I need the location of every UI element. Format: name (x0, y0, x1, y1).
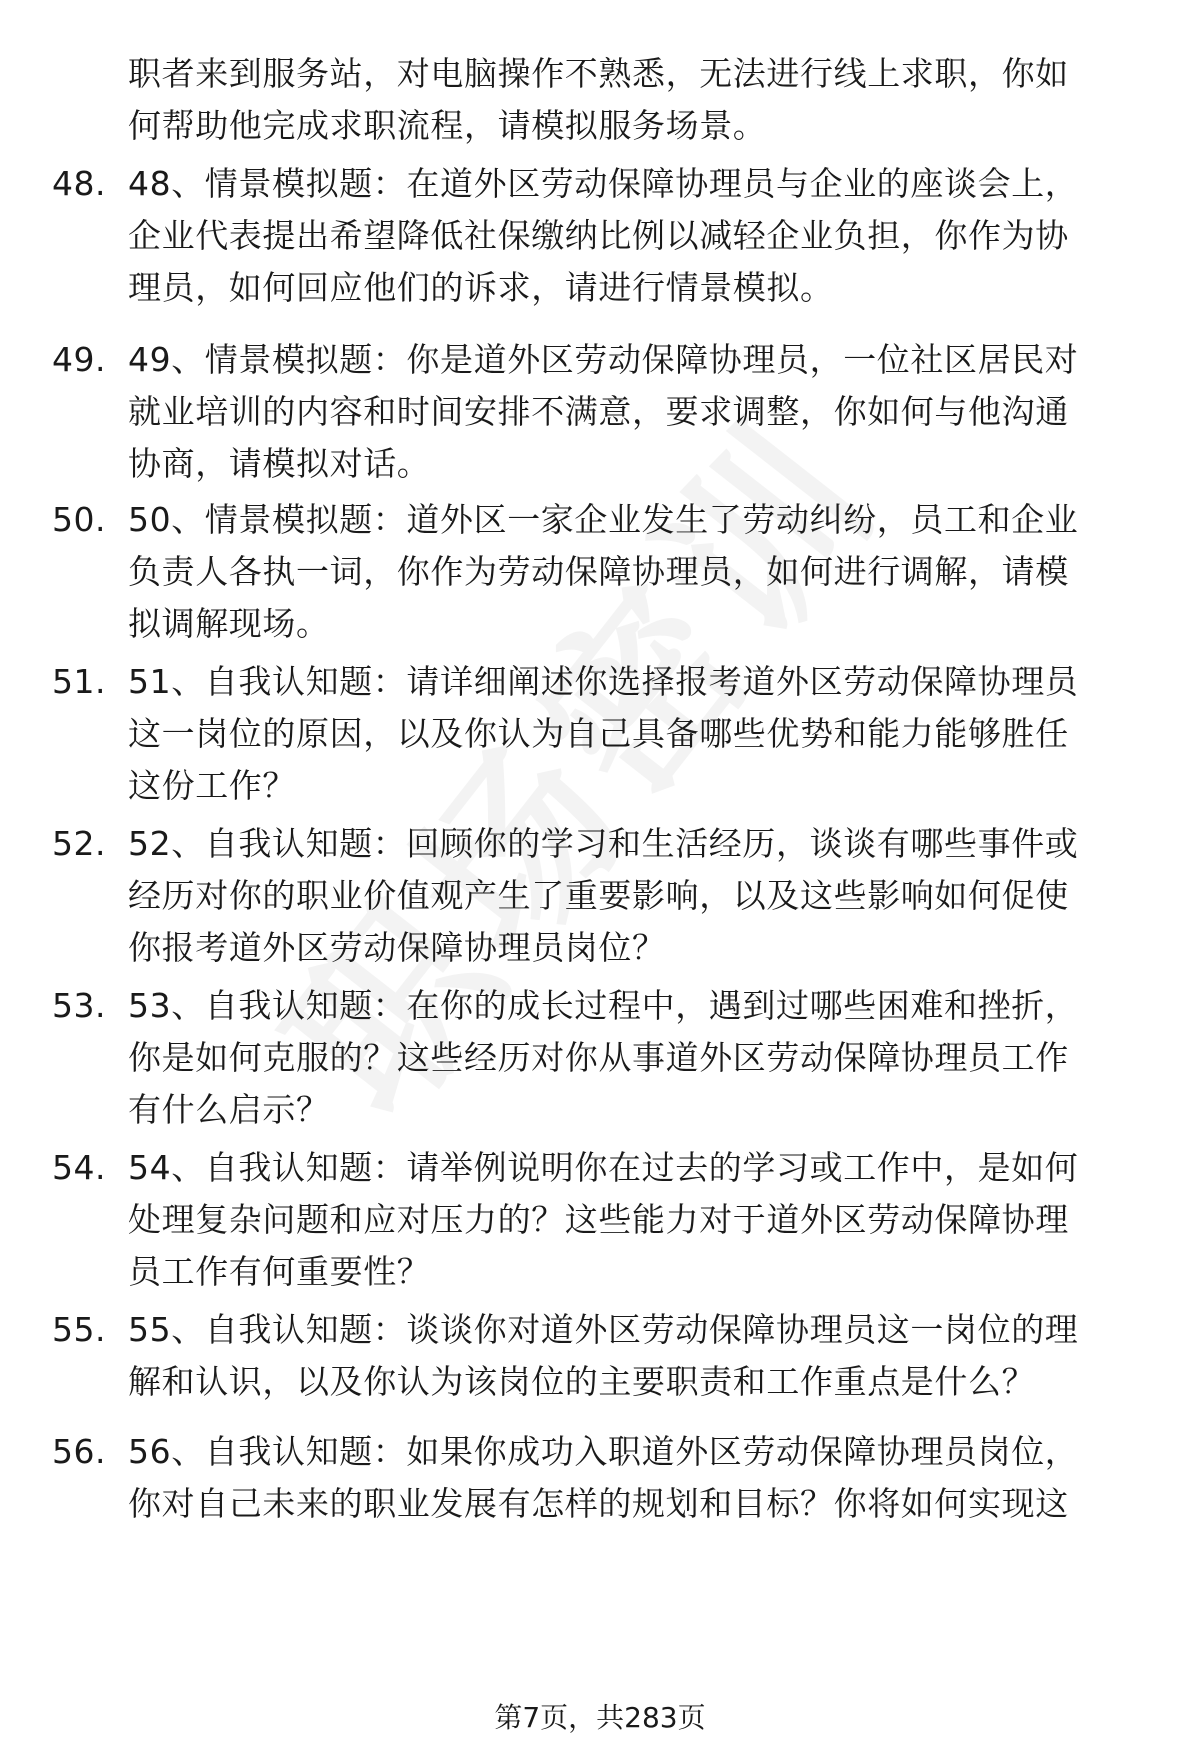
item-number: 56. (52, 1432, 106, 1471)
item-text: 54、自我认知题：请举例说明你在过去的学习或工作中，是如何 处理复杂问题和应对压力的？这些能力对于道外区劳动保障协理 员工作有何重要性？ (128, 1148, 1079, 1291)
item-text: 56、自我认知题：如果你成功入职道外区劳动保障协理员岗位， 你对自己未来的职业发展有怎样的规划和目标？你将如何实现这 (128, 1432, 1079, 1523)
item-number: 55. (52, 1310, 106, 1349)
item-number: 54. (52, 1148, 106, 1187)
item-text: 职者来到服务站，对电脑操作不熟悉，无法进行线上求职，你如 何帮助他完成求职流程，请模拟服务场景。 (128, 54, 1069, 145)
item-number: 52. (52, 824, 106, 863)
item-text: 52、自我认知题：回顾你的学习和生活经历，谈谈有哪些事件或 经历对你的职业价值观产生了重要影响，以及这些影响如何促使 你报考道外区劳动保障协理员岗位？ (128, 824, 1079, 967)
item-number: 49. (52, 340, 106, 379)
item-text: 55、自我认知题：谈谈你对道外区劳动保障协理员这一岗位的理 解和认识，以及你认为该岗位的主要职责和工作重点是什么？ (128, 1310, 1079, 1401)
item-text: 51、自我认知题：请详细阐述你选择报考道外区劳动保障协理员 这一岗位的原因，以及你认为自己具备哪些优势和能力能够胜任 这份工作？ (128, 662, 1079, 805)
item-text: 48、情景模拟题：在道外区劳动保障协理员与企业的座谈会上， 企业代表提出希望降低社保缴纳比例以减轻企业负担，你作为协 理员，如何回应他们的诉求，请进行情景模拟。 (128, 164, 1079, 307)
item-number: 48. (52, 164, 106, 203)
item-number: 51. (52, 662, 106, 701)
page-number-footer: 第7页，共283页 (494, 1701, 706, 1734)
item-text: 49、情景模拟题：你是道外区劳动保障协理员，一位社区居民对 就业培训的内容和时间安排不满意，要求调整，你如何与他沟通 协商，请模拟对话。 (128, 340, 1079, 483)
item-number: 50. (52, 500, 106, 539)
item-text: 53、自我认知题：在你的成长过程中，遇到过哪些困难和挫折， 你是如何克服的？这些经历对你从事道外区劳动保障协理员工作 有什么启示？ (128, 986, 1079, 1129)
item-text: 50、情景模拟题：道外区一家企业发生了劳动纠纷，员工和企业 负责人各执一词，你作为劳动保障协理员，如何进行调解，请模 拟调解现场。 (128, 500, 1079, 643)
item-number: 53. (52, 986, 106, 1025)
